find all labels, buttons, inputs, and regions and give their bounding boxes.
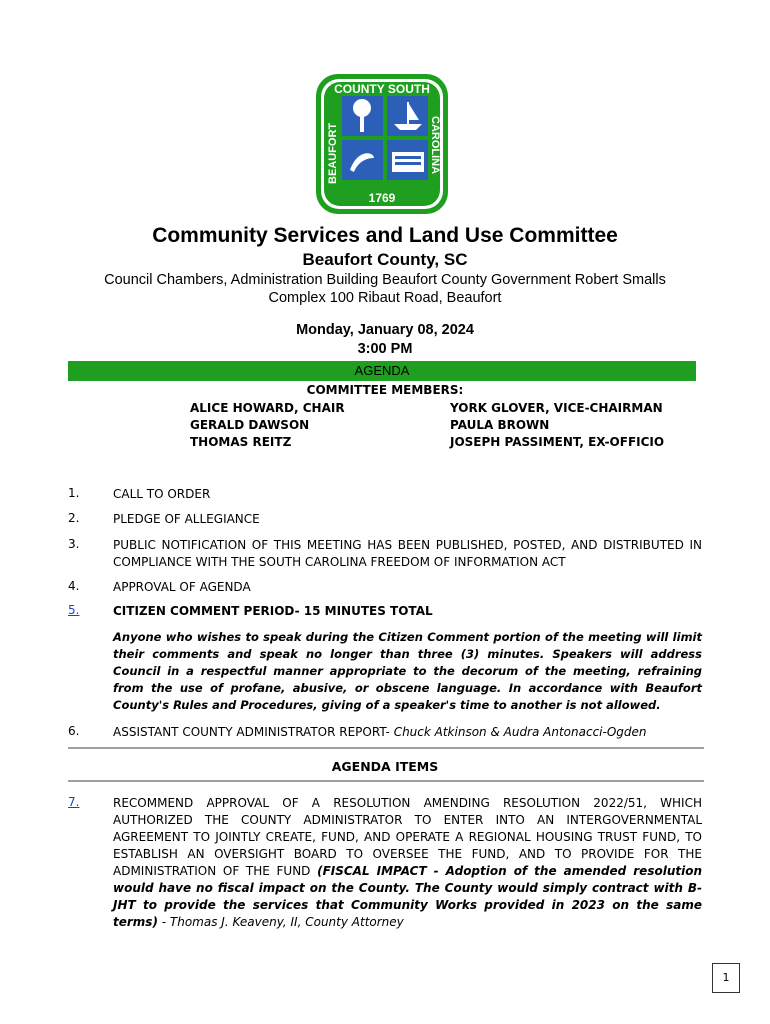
item-3-number: 3. [68,537,80,551]
location-line-2: Complex 100 Ribaut Road, Beaufort [268,290,502,306]
item-3-text: PUBLIC NOTIFICATION OF THIS MEETING HAS BEEN PUBLISHED, POSTED, AND DISTRIBUTED IN COMPLIANCE WITH THE SOUTH CAROLINA FREEDOM OF INFORMATION ACT [113,538,702,569]
section-rule-top [68,747,704,749]
agenda-items-heading: AGENDA ITEMS [331,759,439,774]
member-left-3: THOMAS REITZ [190,435,292,449]
item-2-text: PLEDGE OF ALLEGIANCE [113,512,260,526]
item-6-number: 6. [68,724,80,738]
item-2-number: 2. [68,511,80,525]
member-right-2: PAULA BROWN [450,418,550,432]
meeting-location [80,271,690,307]
item-7-link[interactable]: 7. [68,795,80,809]
page-number: 1 [712,963,740,993]
item-5-text: CITIZEN COMMENT PERIOD- 15 MINUTES TOTAL [113,604,433,618]
item-6-label: ASSISTANT COUNTY ADMINISTRATOR REPORT- [113,725,394,739]
item-4-number: 4. [68,579,80,593]
meeting-date: Monday, January 08, 2024 [296,322,474,338]
citizen-comment-note: Anyone who wishes to speak during the Citizen Comment portion of the meeting will limit their comments and speak no longer than three (3) minutes. Speakers will address Council in a respectful manner appropriate to the decorum of the meeting, refraining from the use of profane, abusive, or obscene language. In accordance with Beaufort County's Rules and Procedures, giving of a speaker's time to another is not allowed. [113,630,702,712]
seal-left-text: BEAUFORT [327,122,339,184]
meeting-time: 3:00 PM [357,341,413,357]
member-right-3: JOSEPH PASSIMENT, EX-OFFICIO [450,435,665,449]
location-line-1: Council Chambers, Administration Building Beaufort County Government Robert Smalls [104,272,666,288]
member-left-2: GERALD DAWSON [190,418,310,432]
agenda-banner: AGENDA [68,361,696,381]
item-7-presenter: - Thomas J. Keaveny, II, County Attorney [157,915,404,929]
member-right-1: YORK GLOVER, VICE-CHAIRMAN [450,401,663,415]
item-6-text [113,724,702,741]
seal-top-text: COUNTY SOUTH [334,82,430,96]
committee-members-heading: COMMITTEE MEMBERS: [306,383,464,397]
item-7-resolution: RECOMMEND APPROVAL OF A RESOLUTION AMENDING RESOLUTION 2022/51, WHICH AUTHORIZED THE COUNTY ADMINISTRATOR TO ENTER INTO AN INTERGOVERNMENTAL AGREEMENT TO JOINTLY CREATE, FUND, AND OPERATE A REGIONAL HOUSING TRUST FUND, TO ESTABLISH AN OVERSIGHT BOARD TO OVERSEE THE FUND, AND TO PROVIDE FOR THE ADMINISTRATION OF THE FUND [113,796,702,878]
document-subtitle: Beaufort County, SC [302,250,468,269]
item-7-fiscal-impact: (FISCAL IMPACT - Adoption of the amended resolution would have no fiscal impact on the County. The County would simply contract with B-JHT to provide the services that Community Works provided in 2023 on the same terms) [113,864,702,929]
item-6-presenter: Chuck Atkinson & Audra Antonacci-Ogden [393,725,647,739]
item-4-text: APPROVAL OF AGENDA [113,580,251,594]
item-1-text: CALL TO ORDER [113,487,211,501]
member-left-1: ALICE HOWARD, CHAIR [190,401,345,415]
seal-right-text: CAROLINA [429,116,441,175]
section-rule-bottom [68,780,704,782]
seal-year: 1769 [368,191,396,205]
item-7-text [113,795,702,931]
item-1-number: 1. [68,486,80,500]
item-5-link[interactable]: 5. [68,603,80,617]
document-title: Community Services and Land Use Committee [152,224,618,247]
county-seal-logo [314,72,450,216]
